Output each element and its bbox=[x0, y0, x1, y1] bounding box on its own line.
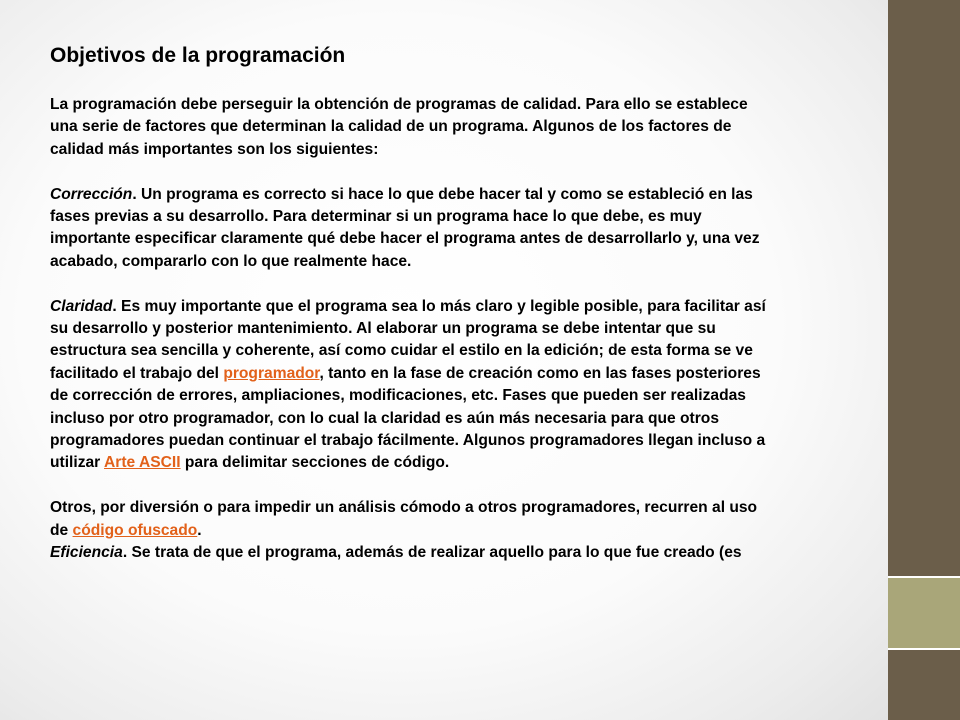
sidebar-accent-middle bbox=[888, 578, 960, 648]
programador-link[interactable]: programador bbox=[223, 364, 320, 382]
claridad-term: Claridad bbox=[50, 297, 113, 315]
sidebar-accent-top bbox=[888, 0, 960, 576]
codigo-ofuscado-link[interactable]: código ofuscado bbox=[72, 521, 198, 539]
claridad-text: para delimitar secciones de código. bbox=[180, 454, 450, 472]
eficiencia-term: Eficiencia bbox=[50, 544, 123, 562]
correccion-term: Corrección bbox=[50, 185, 133, 203]
correccion-text: . Un programa es correcto si hace lo que debe hacer tal y como se estableció en las fases previas a su desarrollo. Para determinar si un programa hace lo que debe, es muy importante especificar claramente qué debe hacer el programa antes de desarrollarlo y, una vez acabado, compararlo con lo que realmente hace. bbox=[50, 185, 760, 270]
correccion-paragraph bbox=[50, 184, 770, 274]
arte-ascii-link[interactable]: Arte ASCII bbox=[104, 454, 181, 472]
claridad-text: , tanto en la fase de creación como en las fases posteriores de corrección de errores, ampliaciones, modificaciones, etc. Fases que pueden ser realizadas incluso por otro programador, con lo cual la claridad es aún más necesaria para que otros programadores puedan continuar el trabajo fácilmente. Algunos programadores llegan incluso a utilizar bbox=[50, 364, 766, 472]
intro-paragraph: La programación debe perseguir la obtención de programas de calidad. Para ello se establece una serie de factores que determinan la calidad de un programa. Algunos de los factores de calidad más importantes son los siguientes: bbox=[50, 96, 748, 158]
otros-text: . bbox=[197, 521, 202, 539]
otros-paragraph bbox=[50, 497, 770, 542]
sidebar-accent-bottom bbox=[888, 650, 960, 720]
claridad-text: . Es muy importante que el programa sea lo más claro y legible posible, para facilitar así su desarrollo y posterior mantenimiento. Al elaborar un programa se debe intentar que su estructura sea sencilla y coherente, así como cuidar el estilo en la edición; de esta forma se ve facilitado el trabajo del bbox=[50, 297, 766, 382]
slide-title: Objetivos de la programación bbox=[50, 44, 346, 67]
slide-content bbox=[50, 42, 770, 564]
eficiencia-text: . Se trata de que el programa, además de realizar aquello para lo que fue creado (es bbox=[122, 544, 742, 562]
otros-text: Otros, por diversión o para impedir un análisis cómodo a otros programadores, recurren al uso de bbox=[50, 499, 758, 539]
eficiencia-paragraph bbox=[50, 542, 770, 564]
claridad-paragraph bbox=[50, 296, 770, 475]
